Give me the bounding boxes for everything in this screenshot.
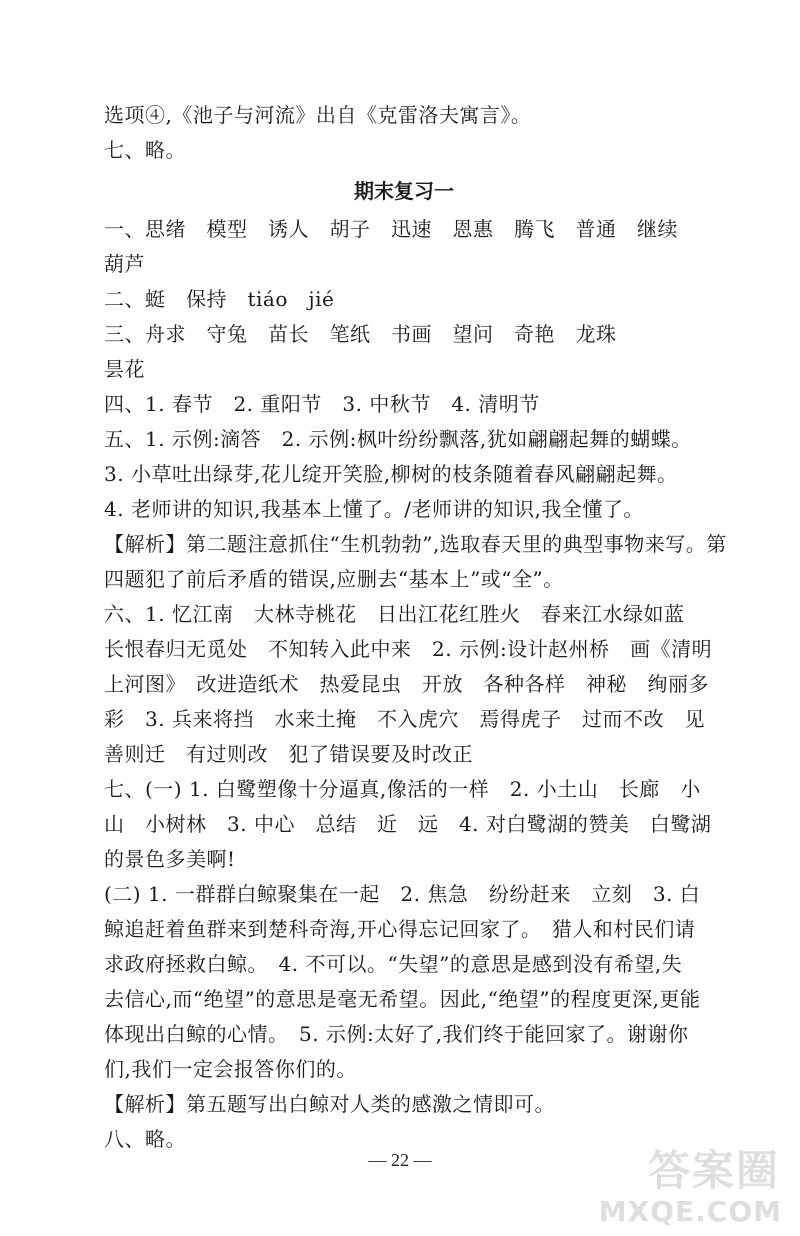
text-line: 四题犯了前后矛盾的错误,应删去“基本上”或“全”。 [104, 567, 564, 591]
text-line: 七、略。 [104, 138, 186, 162]
text-line: 【解析】第二题注意抓住“生机勃勃”,选取春天里的典型事物来写。第 [104, 532, 727, 556]
text-line: 三、舟求 守兔 苗长 笔纸 书画 望问 奇艳 龙珠 [104, 322, 617, 346]
text-line: 六、1. 忆江南 大林寺桃花 日出江花红胜火 春来江水绿如蓝 [104, 602, 685, 626]
text-line: 彩 3. 兵来将挡 水来土掩 不入虎穴 焉得虎子 过而不改 见 [104, 707, 705, 731]
text-line: 七、(一) 1. 白鹭塑像十分逼真,像活的一样 2. 小土山 长廊 小 [104, 777, 701, 801]
text-line: 上河图》 改进造纸术 热爱昆虫 开放 各种各样 神秘 绚丽多 [104, 672, 709, 696]
text-line: (二) 1. 一群群白鲸聚集在一起 2. 焦急 纷纷赶来 立刻 3. 白 [104, 882, 701, 906]
page-number: — 22 — [368, 1150, 432, 1170]
text-line: 八、略。 [104, 1127, 186, 1151]
text-line: 去信心,而“绝望”的意思是毫无希望。因此,“绝望”的程度更深,更能 [104, 987, 701, 1011]
text-line: 们,我们一定会报答你们的。 [104, 1057, 357, 1081]
text-line: 4. 老师讲的知识,我基本上懂了。/老师讲的知识,我全懂了。 [104, 497, 644, 521]
text-line: 鲸追赶着鱼群来到楚科奇海,开心得忘记回家了。 猎人和村民们请 [104, 917, 696, 941]
text-line: 五、1. 示例:滴答 2. 示例:枫叶纷纷飘落,犹如翩翩起舞的蝴蝶。 [104, 427, 692, 451]
document-body [104, 98, 727, 1157]
text-line: 的景色多美啊! [104, 847, 236, 871]
watermark-url: MXQE.COM [598, 1195, 782, 1228]
text-line: 3. 小草吐出绿芽,花儿绽开笑脸,柳树的枝条随着春风翩翩起舞。 [104, 462, 678, 486]
text-line: 四、1. 春节 2. 重阳节 3. 中秋节 4. 清明节 [104, 392, 540, 416]
text-line: 体现出白鲸的心情。 5. 示例:太好了,我们终于能回家了。谢谢你 [104, 1022, 689, 1046]
text-line: 昙花 [104, 357, 145, 381]
text-line: 求政府拯救白鲸。 4. 不可以。“失望”的意思是感到没有希望,失 [104, 952, 683, 976]
text-line: 葫芦 [104, 252, 145, 276]
text-line: 善则迁 有过则改 犯了错误要及时改正 [104, 742, 473, 766]
text-line: 长恨春归无觅处 不知转入此中来 2. 示例:设计赵州桥 画《清明 [104, 637, 713, 661]
text-line: 一、思绪 模型 诱人 胡子 迅速 恩惠 腾飞 普通 继续 [104, 217, 678, 241]
text-line: 【解析】第五题写出白鲸对人类的感激之情即可。 [104, 1092, 555, 1116]
text-line: 二、蜓 保持 tiáo jié [104, 287, 335, 311]
watermark-logo [586, 1138, 786, 1228]
watermark-text: 答案圈 [647, 1146, 780, 1195]
text-line: 山 小树林 3. 中心 总结 近 远 4. 对白鹭湖的赞美 白鹭湖 [104, 812, 712, 836]
text-line: 选项④,《池子与河流》出自《克雷洛夫寓言》。 [104, 103, 532, 127]
section-title: 期末复习一 [354, 179, 454, 203]
